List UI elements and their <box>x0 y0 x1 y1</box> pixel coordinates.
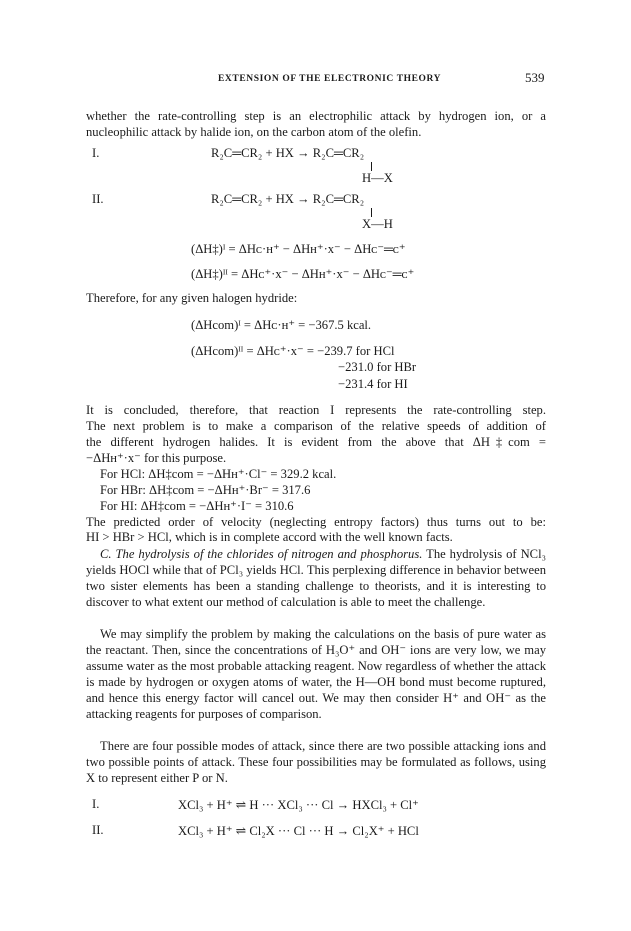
reaction-1-label: I. <box>92 146 100 160</box>
intro-paragraph: whether the rate-controlling step is an electrophilic attack by hydrogen ion, or a nucleophilic attack by halide ion, on the carbon atom of the olefin. <box>86 109 546 139</box>
mode-1-label: I. <box>92 797 100 811</box>
section-c-text: The hydrolysis of NCl₃ yields HOCl while that of PCl₃ yields HCl. This perplexing difference in behavior between two sister elements has been a standing challenge to theorists, and it is interesting to discover to what extent our method of calculation is able to meet the challenge. <box>86 547 546 609</box>
com-eq-hbr: −231.0 for HBr <box>338 360 417 374</box>
order-line-1: The predicted order of velocity (neglecting entropy factors) thus turns out to be: <box>86 515 546 529</box>
hcl-line: For HCl: ΔH‡com = −ΔHʜ⁺·Cl⁻ = 329.2 kcal. <box>100 467 337 481</box>
therefore-line: Therefore, for any given halogen hydride: <box>86 291 298 305</box>
bond-line <box>371 208 372 217</box>
running-header: EXTENSION OF THE ELECTRONIC THEORY <box>218 74 442 84</box>
para1-line-4: −ΔHʜ⁺·x⁻ for this purpose. <box>86 451 227 465</box>
simplify-paragraph: We may simplify the problem by making the calculations on the basis of pure water as the reactant. Then, since the concentrations of H₃O⁺ and OH⁻ ions are very low, we may assume water as the most probable attacking reagent. Now regardless of whether the attack is made by hydrogen or oxygen atoms of water, the H—OH bond must become ruptured, and hence this energy factor will cancel out. We may then consider H⁺ and OH⁻ as the attacking reagents for purposes of comparison. <box>86 627 546 721</box>
com-eq-hi: −231.4 for HI <box>338 377 408 391</box>
section-c-paragraph <box>86 546 546 610</box>
modes-paragraph: There are four possible modes of attack, since there are two possible attacking ions and two possible points of attack. These four possibilities may be formulated as follows, using X to represent either P or N. <box>86 739 546 785</box>
enthalpy-eq-2: (ΔH‡)ᴵᴵ = ΔHᴄ⁺·x⁻ − ΔHʜ⁺·x⁻ − ΔHᴄ⁻═ᴄ⁺ <box>191 267 415 281</box>
reaction-1-substituent: H—X <box>362 171 393 185</box>
reaction-1-equation: R₂C═CR₂ + HX → R₂C═CR₂ <box>211 146 365 160</box>
para1-line-2: The next problem is to make a comparison of the relative speeds of addition of <box>86 419 546 433</box>
para1-line-3: the different hydrogen halides. It is evident from the above that ΔH‡com = <box>86 435 546 449</box>
reaction-2-label: II. <box>92 192 104 206</box>
com-eq-1: (ΔHcom)ᴵ = ΔHᴄ·ʜ⁺ = −367.5 kcal. <box>191 318 372 332</box>
section-c-title: C. The hydrolysis of the chlorides of nitrogen and phosphorus. <box>100 547 423 561</box>
bond-line <box>371 162 372 171</box>
hi-line: For HI: ΔH‡com = −ΔHʜ⁺·I⁻ = 310.6 <box>100 499 294 513</box>
com-eq-2: (ΔHcom)ᴵᴵ = ΔHᴄ⁺·x⁻ = −239.7 for HCl <box>191 344 395 358</box>
mode-2-label: II. <box>92 823 104 837</box>
hbr-line: For HBr: ΔH‡com = −ΔHʜ⁺·Br⁻ = 317.6 <box>100 483 311 497</box>
para1-line-1: It is concluded, therefore, that reaction I represents the rate-controlling step. <box>86 403 546 417</box>
enthalpy-eq-1: (ΔH‡)ᴵ = ΔHᴄ·ʜ⁺ − ΔHʜ⁺·x⁻ − ΔHᴄ⁻═ᴄ⁺ <box>191 242 406 256</box>
order-line-2: HI > HBr > HCl, which is in complete accord with the well known facts. <box>86 530 453 544</box>
page-number: 539 <box>525 70 545 85</box>
mode-2-equation: XCl₃ + H⁺ ⇌ Cl₂X ··· Cl ··· H → Cl₂X⁺ + HCl <box>178 824 419 838</box>
reaction-2-substituent: X—H <box>362 217 393 231</box>
mode-1-equation: XCl₃ + H⁺ ⇌ H ··· XCl₃ ··· Cl → HXCl₃ + Cl⁺ <box>178 798 419 812</box>
reaction-2-equation: R₂C═CR₂ + HX → R₂C═CR₂ <box>211 192 365 206</box>
